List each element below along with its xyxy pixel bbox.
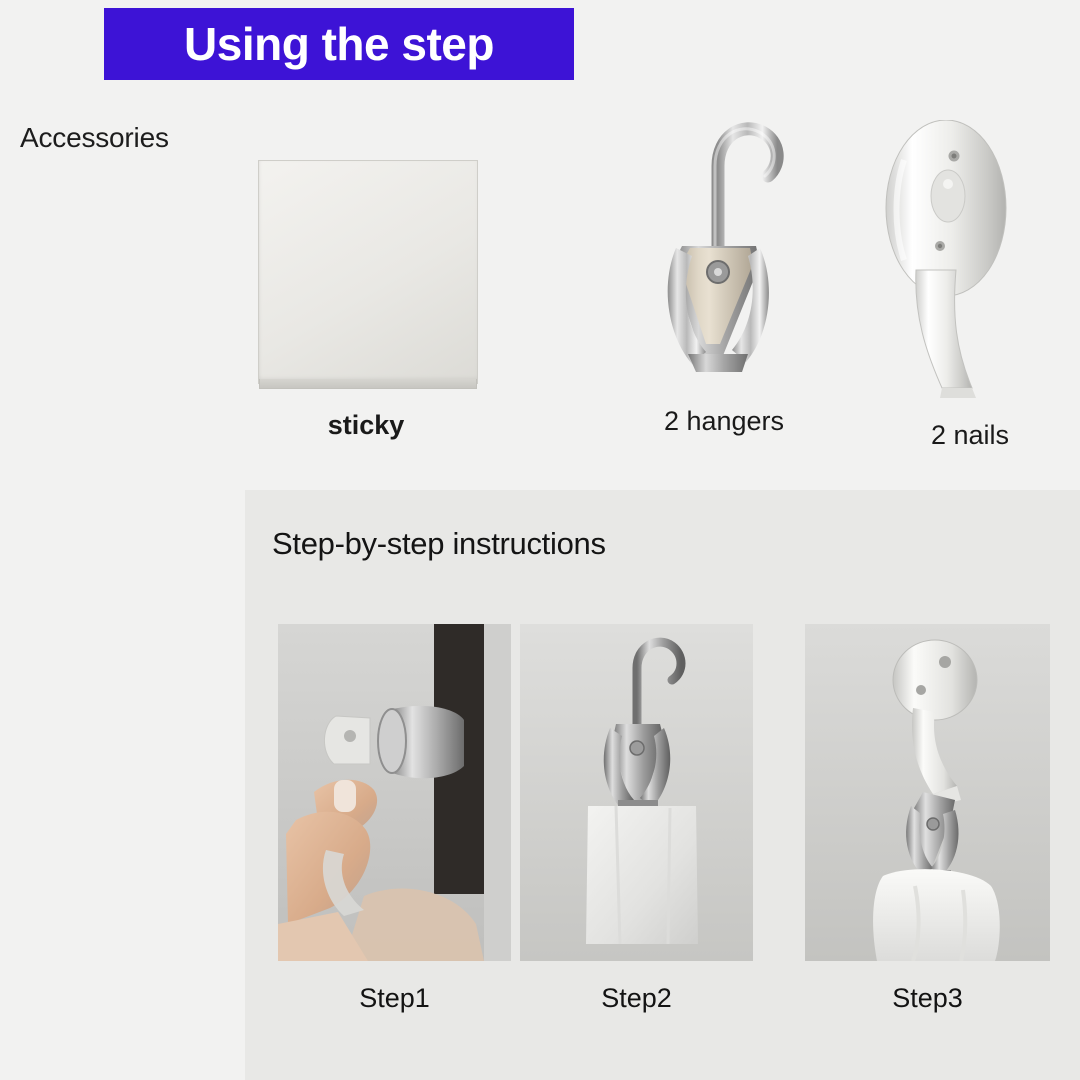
steps-title: Step-by-step instructions: [272, 526, 606, 561]
accessories-section-label: Accessories: [20, 122, 169, 153]
step-label-2: Step2: [601, 983, 672, 1013]
hanger-clip-icon: [610, 96, 838, 396]
step-label-1: Step1: [359, 983, 430, 1013]
step-image-2: [520, 624, 753, 961]
accessory-sticky: [250, 160, 482, 460]
accessory-hangers-caption: 2 hangers: [663, 406, 785, 436]
step-image-3: [805, 624, 1050, 961]
nail-hook-icon: [860, 120, 1060, 410]
adhesive-pad-icon: [258, 160, 478, 384]
step-label-3: Step3: [892, 983, 963, 1013]
page-title: Using the step: [184, 18, 494, 70]
accessory-nails: [860, 120, 1080, 470]
title-banner: [104, 8, 574, 80]
accessory-nails-caption: 2 nails: [930, 420, 1010, 450]
accessory-sticky-caption: sticky: [327, 410, 405, 440]
steps-panel: [245, 490, 1080, 1080]
step-image-1: [278, 624, 511, 961]
accessory-hangers: [610, 96, 838, 456]
